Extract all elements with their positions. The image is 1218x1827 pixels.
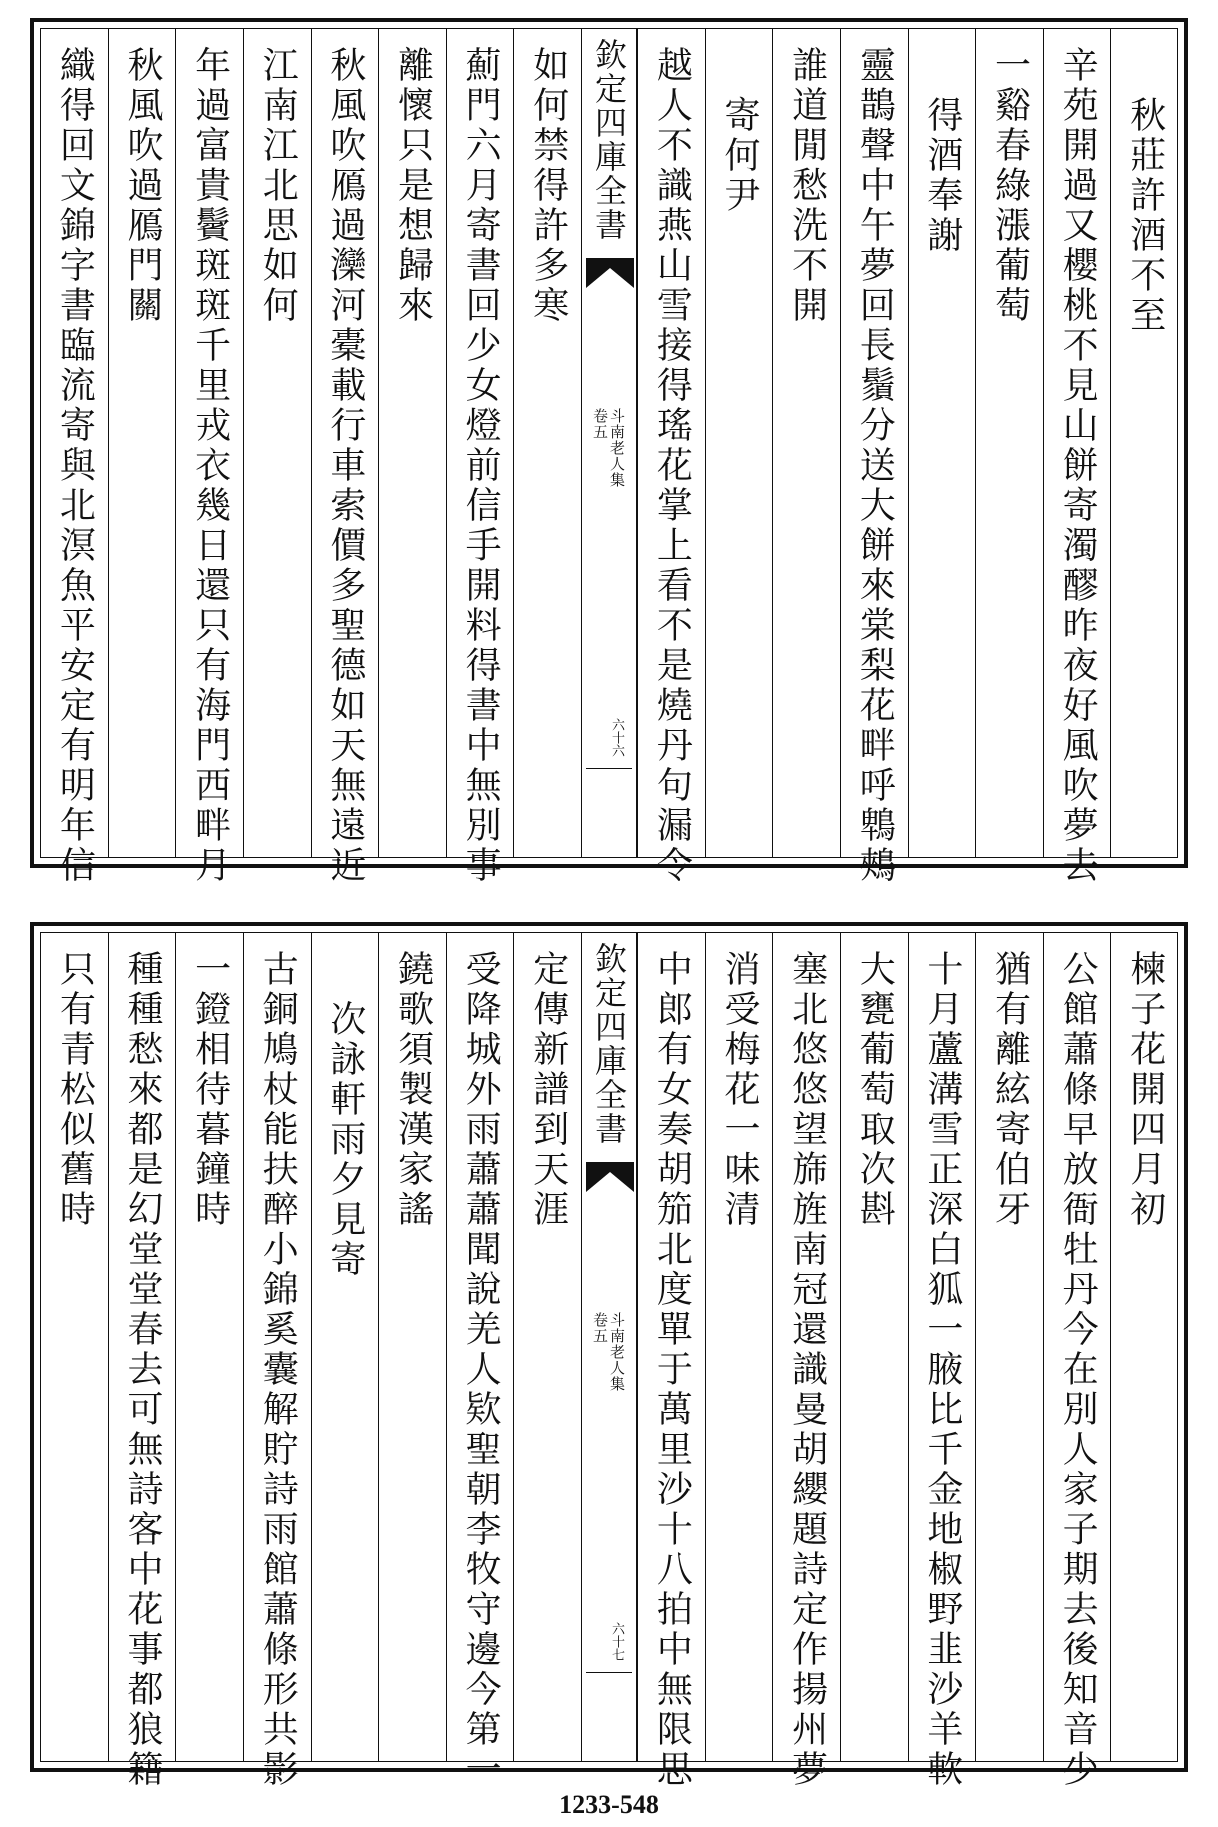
- column-text: 離懷只是想歸來: [392, 46, 434, 326]
- text-column: [243, 28, 311, 858]
- gutter-rule: [586, 1672, 632, 1673]
- column-text: 誰道閒愁洗不開: [786, 46, 828, 326]
- gutter-page-number: 六十六: [609, 718, 624, 757]
- column-text: 一谿春綠漲葡萄: [989, 46, 1031, 326]
- text-column: [378, 28, 446, 858]
- column-text: 定傳新譜到天涯: [527, 950, 569, 1230]
- text-column: [908, 932, 976, 1790]
- center-gutter: [581, 28, 637, 858]
- column-text: 塞北悠悠望旆旌南冠還識曼胡纓題詩定作揚州夢: [786, 950, 828, 1790]
- text-column: [243, 932, 311, 1790]
- text-column: [975, 28, 1043, 858]
- column-text: 如何禁得許多寒: [527, 46, 569, 326]
- column-text: 十月蘆溝雪正深白狐一腋比千金地椒野韭沙羊軟: [921, 950, 963, 1790]
- column-text: 公館蕭條早放衙牡丹今在別人家子期去後知音少: [1057, 950, 1099, 1790]
- column-text: 薊門六月寄書回少女燈前信手開料得書中無別事: [460, 46, 502, 886]
- text-column: [840, 28, 908, 886]
- scan-page-number: 1233-548: [559, 1790, 659, 1819]
- gutter-rule: [586, 768, 632, 769]
- text-column: [175, 932, 243, 1762]
- column-text: 江南江北思如何: [257, 46, 299, 326]
- gutter-book-title: 斗南老人集: [608, 408, 626, 488]
- column-text: 年過富貴鬢斑斑千里戎衣幾日還只有海門西畔月: [189, 46, 231, 886]
- center-gutter: [581, 932, 637, 1762]
- gutter-title: 欽定四庫全書: [590, 942, 628, 1146]
- lower-page: [30, 922, 1188, 1790]
- text-column: [772, 932, 840, 1790]
- column-text: 得酒奉謝: [921, 96, 963, 256]
- text-column: [1043, 28, 1111, 886]
- text-column: [705, 28, 773, 858]
- text-column: [908, 28, 976, 858]
- column-text: 秋風吹鴈過灤河橐載行車索價多聖德如天無遠近: [324, 46, 366, 886]
- column-text: 織得回文錦字書臨流寄與北溟魚平安定有明年信: [54, 46, 96, 886]
- text-column: [975, 932, 1043, 1762]
- text-column: [40, 932, 108, 1762]
- gutter-book-title: 斗南老人集: [608, 1312, 626, 1392]
- column-text: 辛苑開過又櫻桃不見山餅寄濁醪昨夜好風吹夢去: [1057, 46, 1099, 886]
- fishtail-mark-icon: [586, 1162, 634, 1202]
- text-column: [772, 28, 840, 858]
- fishtail-mark-icon: [586, 258, 634, 298]
- text-column: [637, 28, 705, 886]
- text-column: [446, 28, 514, 886]
- text-column: [446, 932, 514, 1790]
- text-column: [513, 932, 581, 1762]
- column-text: 秋風吹過鴈門關: [121, 46, 163, 326]
- column-text: 次詠軒雨夕見寄: [324, 1000, 366, 1280]
- column-text: 猶有離絃寄伯牙: [989, 950, 1031, 1230]
- text-column: [1043, 932, 1111, 1790]
- gutter-page-number: 六十七: [609, 1622, 624, 1661]
- column-text: 鐃歌須製漢家謠: [392, 950, 434, 1230]
- text-column: [378, 932, 446, 1762]
- text-column: [108, 28, 176, 858]
- text-column: [40, 28, 108, 886]
- gutter-title: 欽定四庫全書: [590, 38, 628, 242]
- text-column: [1110, 28, 1178, 858]
- gutter-volume: 卷五: [591, 1312, 609, 1344]
- gutter-volume: 卷五: [591, 408, 609, 440]
- text-column: [840, 932, 908, 1762]
- text-column: [175, 28, 243, 886]
- text-column: [637, 932, 705, 1790]
- text-column: [108, 932, 176, 1790]
- upper-page: [30, 18, 1188, 886]
- column-text: 中郎有女奏胡笳北度單于萬里沙十八拍中無限思: [651, 950, 693, 1790]
- text-column: [1110, 932, 1178, 1762]
- text-column: [311, 932, 379, 1762]
- column-text: 楝子花開四月初: [1124, 950, 1166, 1230]
- text-column: [311, 28, 379, 886]
- column-text: 越人不識燕山雪接得瑤花掌上看不是燒丹句漏令: [651, 46, 693, 886]
- column-text: 寄何尹: [718, 96, 760, 216]
- column-text: 受降城外雨蕭蕭聞說羌人欵聖朝李牧守邊今第一: [460, 950, 502, 1790]
- column-text: 秋莊許酒不至: [1124, 96, 1166, 336]
- column-text: 大甕葡萄取次斟: [854, 950, 896, 1230]
- text-column: [705, 932, 773, 1762]
- column-text: 只有青松似舊時: [54, 950, 96, 1230]
- column-text: 一鐙相待暮鐘時: [189, 950, 231, 1230]
- column-text: 種種愁來都是幻堂堂春去可無詩客中花事都狼籍: [121, 950, 163, 1790]
- column-text: 古銅鳩杖能扶醉小錦奚囊解貯詩雨館蕭條形共影: [257, 950, 299, 1790]
- column-text: 消受梅花一味清: [718, 950, 760, 1230]
- column-text: 靈鵲聲中午夢回長鬚分送大餅來棠梨花畔呼鵯鵊: [854, 46, 896, 886]
- text-column: [513, 28, 581, 858]
